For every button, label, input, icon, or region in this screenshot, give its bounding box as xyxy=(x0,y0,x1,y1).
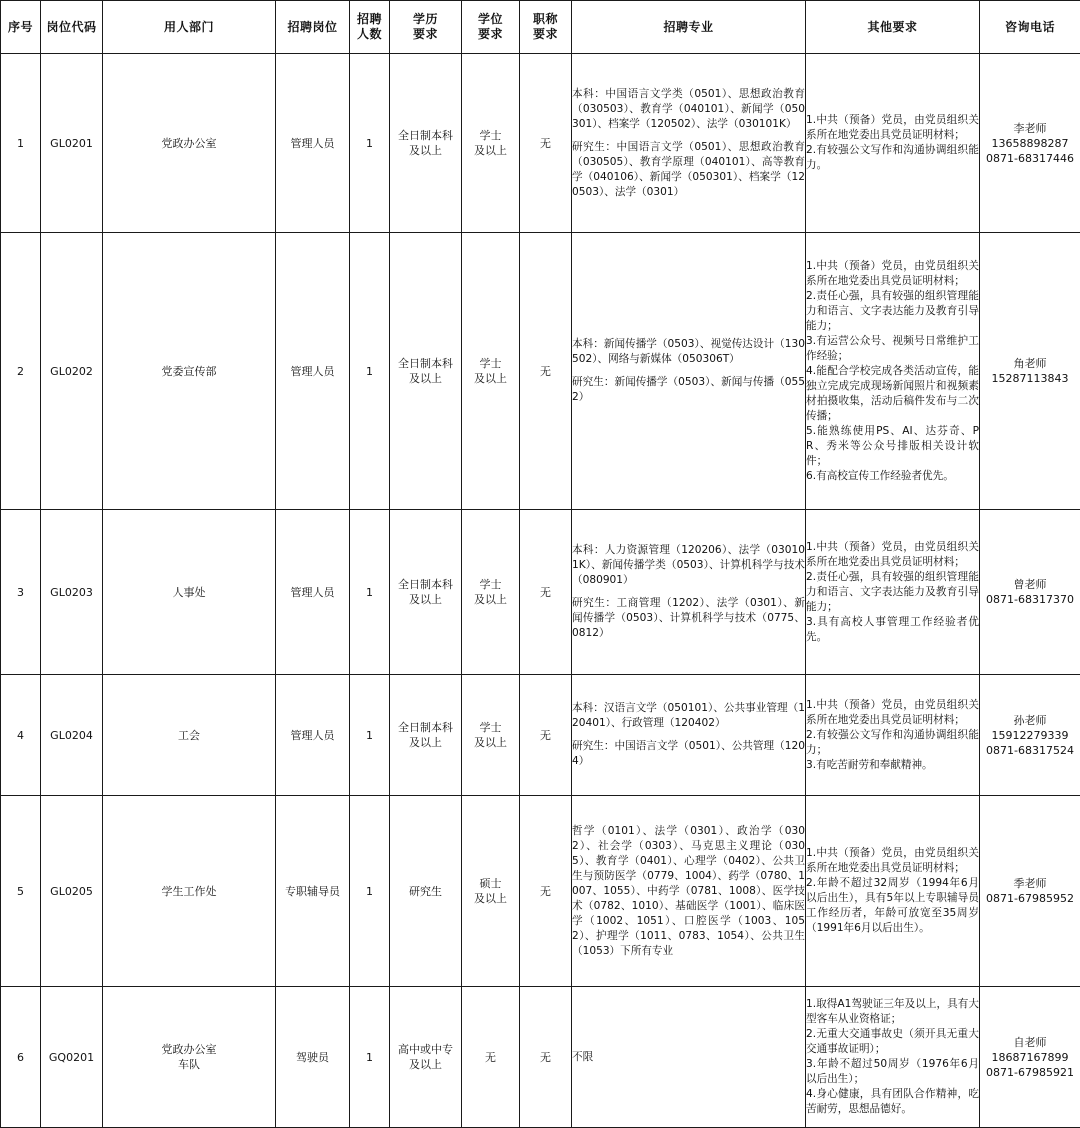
cell-code: GL0203 xyxy=(41,510,103,675)
major-paragraph: 研究生：新闻传播学（0503）、新闻与传播（0552） xyxy=(572,375,805,405)
cell-count: 1 xyxy=(350,510,390,675)
cell-seq: 6 xyxy=(1,987,41,1128)
cell-dept: 学生工作处 xyxy=(103,796,276,987)
header-education: 学历 要求 xyxy=(390,1,462,54)
table-row xyxy=(1,233,1080,510)
major-paragraph: 本科：新闻传播学（0503）、视觉传达设计（130502）、网络与新媒体（050306T） xyxy=(572,337,805,367)
requirement-item: 3.具有高校人事管理工作经验者优先。 xyxy=(806,615,979,645)
cell-count: 1 xyxy=(350,675,390,796)
cell-code: GL0204 xyxy=(41,675,103,796)
table-row xyxy=(1,54,1080,233)
requirement-item: 1.中共（预备）党员，由党员组织关系所在地党委出具党员证明材料； xyxy=(806,113,979,143)
header-row xyxy=(1,1,1080,54)
cell-other xyxy=(806,675,980,796)
cell-title: 无 xyxy=(520,233,572,510)
cell-major xyxy=(572,987,806,1128)
cell-major xyxy=(572,54,806,233)
requirement-item: 2.年龄不超过32周岁（1994年6月以后出生），具有5年以上专职辅导员工作经历者，年龄可放宽至35周岁（1991年6月以后出生）。 xyxy=(806,876,979,936)
contact-name: 曾老师 xyxy=(980,577,1080,592)
cell-education: 全日制本科 及以上 xyxy=(390,675,462,796)
requirement-item: 1.中共（预备）党员，由党员组织关系所在地党委出具党员证明材料； xyxy=(806,259,979,289)
cell-education: 高中或中专 及以上 xyxy=(390,987,462,1128)
cell-position: 管理人员 xyxy=(276,510,350,675)
major-paragraph: 本科：汉语言文学（050101）、公共事业管理（120401）、行政管理（120402） xyxy=(572,701,805,731)
major-paragraph: 本科：人力资源管理（120206）、法学（030101K）、新闻传播学类（0503）、计算机科学与技术（080901） xyxy=(572,543,805,588)
major-paragraph: 哲学（0101）、法学（0301）、政治学（0302）、社会学（0303）、马克思主义理论（0305）、教育学（0401）、心理学（0402）、公共卫生与预防医学（0779、1004）、药学（0780、1007、1055）、中药学（0781、1008）、医学技术（0782、1010）、基础医学（1001）、临床医学（1002、1051）、口腔医学（1003、1052）、护理学（1011、0783、1054）、公共卫生（1053）下所有专业 xyxy=(572,824,805,959)
header-dept: 用人部门 xyxy=(103,1,276,54)
cell-title: 无 xyxy=(520,987,572,1128)
cell-education: 全日制本科 及以上 xyxy=(390,54,462,233)
cell-title: 无 xyxy=(520,675,572,796)
cell-contact xyxy=(980,510,1080,675)
requirement-item: 3.有运营公众号、视频号日常维护工作经验； xyxy=(806,334,979,364)
requirement-item: 1.取得A1驾驶证三年及以上，具有大型客车从业资格证； xyxy=(806,997,979,1027)
major-paragraph: 研究生：工商管理（1202）、法学（0301）、新闻传播学（0503）、计算机科学与技术（0775、0812） xyxy=(572,596,805,641)
cell-seq: 4 xyxy=(1,675,41,796)
cell-degree: 学士 及以上 xyxy=(462,675,520,796)
cell-contact xyxy=(980,54,1080,233)
header-seq: 序号 xyxy=(1,1,41,54)
contact-phone: 13658898287 xyxy=(980,136,1080,151)
cell-dept: 党委宣传部 xyxy=(103,233,276,510)
cell-education: 全日制本科 及以上 xyxy=(390,510,462,675)
requirement-item: 5.能熟练使用PS、AI、达芬奇、PR、秀米等公众号排版相关设计软件； xyxy=(806,424,979,469)
table-row xyxy=(1,675,1080,796)
contact-name: 李老师 xyxy=(980,121,1080,136)
cell-contact xyxy=(980,796,1080,987)
major-paragraph: 本科：中国语言文学类（0501）、思想政治教育（030503）、教育学（040101）、新闻学（050301）、档案学（120502）、法学（030101K） xyxy=(572,87,805,132)
contact-name: 角老师 xyxy=(980,356,1080,371)
cell-seq: 5 xyxy=(1,796,41,987)
cell-major xyxy=(572,796,806,987)
header-position: 招聘岗位 xyxy=(276,1,350,54)
cell-other xyxy=(806,987,980,1128)
cell-education: 全日制本科 及以上 xyxy=(390,233,462,510)
cell-title: 无 xyxy=(520,796,572,987)
requirement-item: 2.责任心强，具有较强的组织管理能力和语言、文字表达能力及教育引导能力； xyxy=(806,289,979,334)
cell-education: 研究生 xyxy=(390,796,462,987)
requirement-item: 2.责任心强，具有较强的组织管理能力和语言、文字表达能力及教育引导能力； xyxy=(806,570,979,615)
cell-degree: 学士 及以上 xyxy=(462,54,520,233)
cell-other xyxy=(806,54,980,233)
cell-title: 无 xyxy=(520,510,572,675)
cell-seq: 3 xyxy=(1,510,41,675)
cell-other xyxy=(806,510,980,675)
cell-code: GQ0201 xyxy=(41,987,103,1128)
major-paragraph: 不限 xyxy=(572,1050,805,1065)
header-code: 岗位代码 xyxy=(41,1,103,54)
cell-dept: 党政办公室 车队 xyxy=(103,987,276,1128)
header-major: 招聘专业 xyxy=(572,1,806,54)
cell-major xyxy=(572,233,806,510)
contact-phone: 0871-68317524 xyxy=(980,743,1080,758)
cell-position: 驾驶员 xyxy=(276,987,350,1128)
cell-degree: 学士 及以上 xyxy=(462,233,520,510)
cell-count: 1 xyxy=(350,796,390,987)
cell-count: 1 xyxy=(350,233,390,510)
table-row xyxy=(1,987,1080,1128)
major-paragraph: 研究生：中国语言文学（0501）、公共管理（1204） xyxy=(572,739,805,769)
cell-position: 专职辅导员 xyxy=(276,796,350,987)
contact-phone: 0871-68317370 xyxy=(980,592,1080,607)
cell-code: GL0201 xyxy=(41,54,103,233)
contact-phone: 15912279339 xyxy=(980,728,1080,743)
cell-dept: 党政办公室 xyxy=(103,54,276,233)
requirement-item: 4.能配合学校完成各类活动宣传，能独立完成完成现场新闻照片和视频素材拍摄收集，活动后稿件发布与二次传播； xyxy=(806,364,979,424)
contact-name: 自老师 xyxy=(980,1035,1080,1050)
requirement-item: 4.身心健康，具有团队合作精神，吃苦耐劳，思想品德好。 xyxy=(806,1087,979,1117)
requirement-item: 2.有较强公文写作和沟通协调组织能力； xyxy=(806,728,979,758)
cell-code: GL0202 xyxy=(41,233,103,510)
contact-phone: 18687167899 xyxy=(980,1050,1080,1065)
cell-position: 管理人员 xyxy=(276,54,350,233)
cell-position: 管理人员 xyxy=(276,675,350,796)
cell-count: 1 xyxy=(350,987,390,1128)
cell-position: 管理人员 xyxy=(276,233,350,510)
requirement-item: 2.有较强公文写作和沟通协调组织能力。 xyxy=(806,143,979,173)
contact-name: 孙老师 xyxy=(980,713,1080,728)
contact-phone: 0871-67985952 xyxy=(980,891,1080,906)
cell-dept: 人事处 xyxy=(103,510,276,675)
cell-other xyxy=(806,233,980,510)
major-paragraph: 研究生：中国语言文学（0501）、思想政治教育（030505）、教育学原理（040101）、高等教育学（040106）、新闻学（050301）、档案学（120503）、法学（0301） xyxy=(572,140,805,200)
cell-contact xyxy=(980,675,1080,796)
header-other: 其他要求 xyxy=(806,1,980,54)
cell-seq: 2 xyxy=(1,233,41,510)
cell-major xyxy=(572,675,806,796)
cell-degree: 学士 及以上 xyxy=(462,510,520,675)
requirement-item: 3.有吃苦耐劳和奉献精神。 xyxy=(806,758,979,773)
cell-code: GL0205 xyxy=(41,796,103,987)
requirement-item: 6.有高校宣传工作经验者优先。 xyxy=(806,469,979,484)
cell-contact xyxy=(980,233,1080,510)
header-title: 职称 要求 xyxy=(520,1,572,54)
cell-seq: 1 xyxy=(1,54,41,233)
cell-degree: 硕士 及以上 xyxy=(462,796,520,987)
requirement-item: 1.中共（预备）党员，由党员组织关系所在地党委出具党员证明材料； xyxy=(806,540,979,570)
contact-name: 季老师 xyxy=(980,876,1080,891)
cell-contact xyxy=(980,987,1080,1128)
cell-other xyxy=(806,796,980,987)
cell-count: 1 xyxy=(350,54,390,233)
cell-major xyxy=(572,510,806,675)
requirement-item: 1.中共（预备）党员，由党员组织关系所在地党委出具党员证明材料； xyxy=(806,698,979,728)
requirement-item: 2.无重大交通事故史（须开具无重大交通事故证明）； xyxy=(806,1027,979,1057)
requirement-item: 3.年龄不超过50周岁（1976年6月以后出生）； xyxy=(806,1057,979,1087)
header-degree: 学位 要求 xyxy=(462,1,520,54)
cell-title: 无 xyxy=(520,54,572,233)
cell-dept: 工会 xyxy=(103,675,276,796)
contact-phone: 0871-67985921 xyxy=(980,1065,1080,1080)
table-row xyxy=(1,510,1080,675)
contact-phone: 0871-68317446 xyxy=(980,151,1080,166)
header-count: 招聘 人数 xyxy=(350,1,390,54)
table-row xyxy=(1,796,1080,987)
contact-phone: 15287113843 xyxy=(980,371,1080,386)
cell-degree: 无 xyxy=(462,987,520,1128)
requirement-item: 1.中共（预备）党员，由党员组织关系所在地党委出具党员证明材料； xyxy=(806,846,979,876)
header-phone: 咨询电话 xyxy=(980,1,1080,54)
